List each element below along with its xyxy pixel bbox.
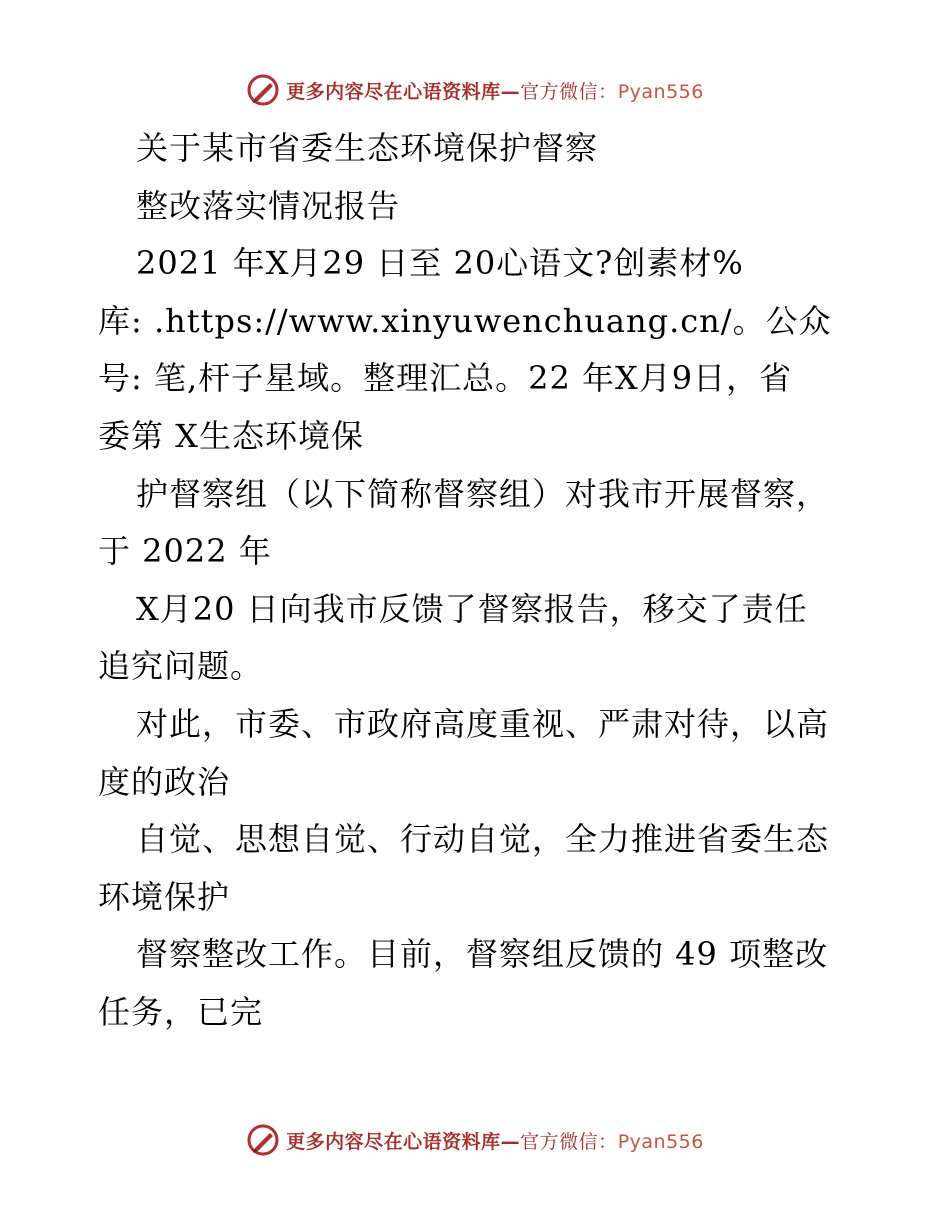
- doc-line: 对此，市委、市政府高度重视、严肃对待，以高: [136, 704, 830, 743]
- header-banner: [0, 70, 950, 110]
- doc-line: 关于某市省委生态环境保护督察: [136, 129, 599, 167]
- doc-line: 于 2022 年: [98, 532, 272, 571]
- doc-line: 任务，已完: [98, 992, 264, 1031]
- pen-logo-icon: [246, 73, 280, 107]
- header-banner-dash: —: [500, 80, 521, 103]
- footer-banner-dash: —: [500, 1130, 521, 1153]
- footer-banner-main: 更多内容尽在心语资料库: [286, 1130, 501, 1153]
- pen-logo-icon: [246, 1123, 280, 1157]
- doc-line: 库: .https://www.xinyuwenchuang.cn/。公众: [98, 301, 832, 340]
- header-banner-text: [286, 77, 704, 104]
- doc-line: 护督察组（以下简称督察组）对我市开展督察，: [136, 474, 830, 513]
- footer-banner-wechat-id: Pyan556: [617, 1130, 704, 1153]
- doc-line: 自觉、思想自觉、行动自觉，全力推进省委生态: [136, 820, 830, 859]
- doc-line: 委第 X生态环境保: [98, 416, 364, 455]
- doc-line: 督察整改工作。目前，督察组反馈的 49 项整改: [136, 935, 829, 974]
- doc-line: 追究问题。: [98, 647, 264, 686]
- doc-line: 环境保护: [98, 877, 231, 916]
- doc-line: 度的政治: [98, 762, 231, 801]
- header-banner-wechat-id: Pyan556: [617, 80, 704, 103]
- doc-line: 整改落实情况报告: [136, 186, 401, 225]
- header-banner-main: 更多内容尽在心语资料库: [286, 80, 501, 103]
- doc-line: 2021 年X月29 日至 20心语文?创素材%: [136, 244, 744, 283]
- footer-banner-text: [286, 1127, 704, 1154]
- footer-banner-wechat-label: 官方微信：: [520, 1130, 618, 1153]
- doc-line: 号: 笔,杆子星域。整理汇总。22 年X月9日，省: [98, 359, 793, 398]
- doc-line: X月20 日向我市反馈了督察报告，移交了责任: [136, 589, 808, 628]
- header-banner-wechat-label: 官方微信：: [520, 80, 618, 103]
- document-body: [98, 120, 878, 1042]
- footer-banner: [0, 1120, 950, 1160]
